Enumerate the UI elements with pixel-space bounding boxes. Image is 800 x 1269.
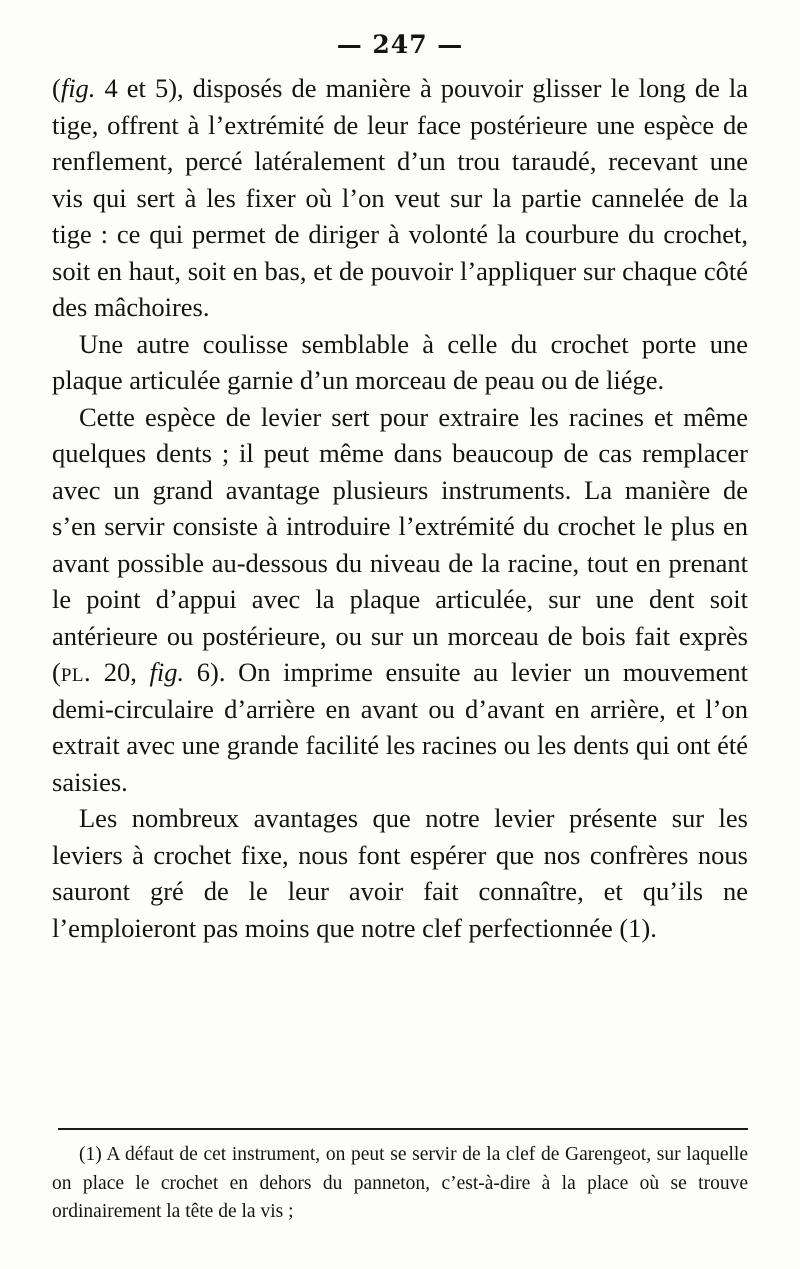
footnote-separator [58, 1128, 748, 1130]
text-run: 6). On imprime ensuite au levier un mouvement demi-circulaire d’arrière en avant ou d’avant en arrière, et l’on extrait avec une grande facilité les racines ou les dents qui ont été saisies. [52, 657, 748, 797]
smallcaps-text: pl. [60, 657, 92, 687]
text-run: Cette espèce de levier sert pour extraire les racines et même quelques dents ; il peut même dans beaucoup de cas remplacer avec un grand avantage plusieurs instruments. La manière de s’en servir consiste à introduire l’extrémité du crochet le plus en avant possible au-dessous du niveau de la racine, tout en prenant le point d’appui avec la plaque articulée, sur une dent soit antérieure ou postérieure, ou sur un morceau de bois fait exprès ( [52, 401, 748, 687]
paragraph [52, 800, 748, 946]
text-run: 4 et 5), disposés de manière à pouvoir glisser le long de la tige, offrent à l’extrémité de leur face postérieure une espèce de renflement, percé latéralement d’un trou taraudé, recevant une vis qui sert à les fixer où l’on veut sur la partie cannelée de la tige : ce qui permet de diriger à volonté la courbure du crochet, soit en haut, soit en bas, et de pouvoir l’appliquer sur chaque côté des mâchoires. [52, 73, 748, 322]
body-text [52, 70, 748, 946]
paragraph [52, 399, 748, 801]
text-run: Une autre coulisse semblable à celle du crochet porte une plaque articulée garnie d’un morceau de peau ou de liége. [52, 328, 748, 395]
paragraph [52, 326, 748, 399]
text-run: (1) A défaut de cet instrument, on peut se servir de la clef de Garengeot, sur laquelle on place le crochet en dehors du panneton, c’est-à-dire à la place où se trouve ordinairement la tête de la vis ; [52, 1144, 748, 1222]
text-run: Les nombreux avantages que notre levier présente sur les leviers à crochet fixe, nous font espérer que nos confrères nous sauront gré de le leur avoir fait connaître, et qu’ils ne l’emploieront pas moins que notre clef perfectionnée (1). [52, 803, 748, 943]
footnote [52, 1141, 748, 1227]
italic-text: fig. [149, 657, 185, 687]
page-number: — 247 — [336, 30, 464, 59]
paragraph [52, 70, 748, 326]
text-run: ( [52, 73, 61, 103]
text-run: 20, [91, 657, 150, 687]
italic-text: fig. [60, 73, 96, 103]
